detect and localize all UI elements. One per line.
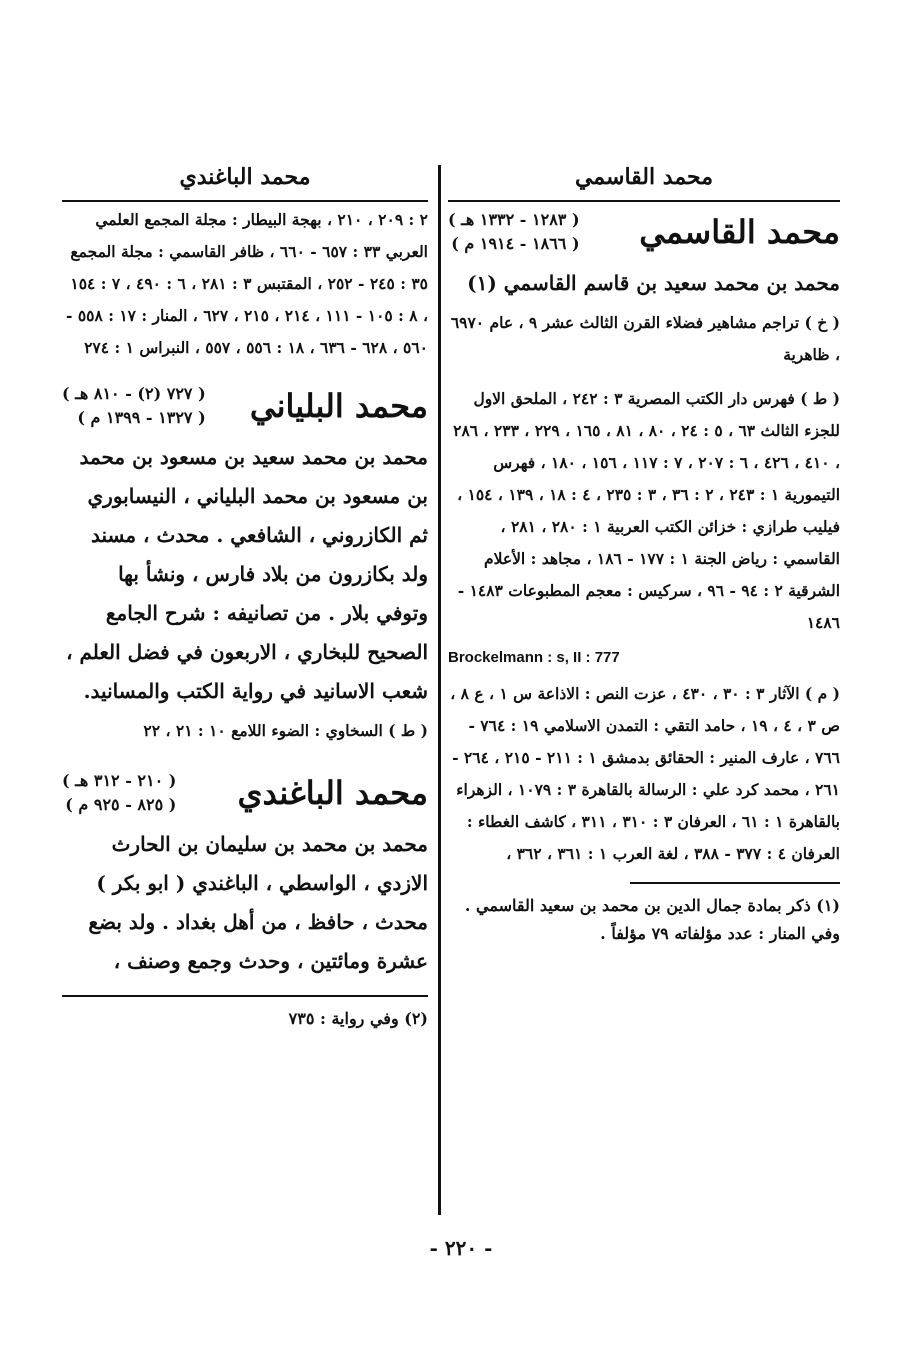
other-refs: ( م ) الآثار ٣ : ٣٠ ، ٤٣٠ ، عزت النص : الاذاعة س ١ ، ع ٨ ، ص ٣ ، ٤ ، ١٩ ، حامد التقي : التمدن الاسلامي ١٩ : ٧٦٤ - ٧٦٦ ، عارف المنير : الحقائق بدمشق ١ : ٢١١ - ٢١٥ ، ٢٦٤ - ٢٦١ ، محمد كرد علي : الرسالة بالقاهرة ٣ : ١٠٧٩ ، الزهراء بالقاهرة ١ : ٦١ ، العرفان ٣ : ٣١٠ ، ٣١١ ، كاشف الغطاء : العرفان ٤ : ٣٧٧ - ٣٨٨ ، لغة العرب ١ : ٣٦١ ، ٣٦٢ ، xyxy=(450,684,840,863)
spacer xyxy=(448,371,840,383)
full-name: محمد بن محمد سعيد بن قاسم القاسمي (١) xyxy=(467,271,840,295)
continued-refs: ٢ : ٢٠٩ ، ٢١٠ ، بهجة البيطار : مجلة المجمع العلمي العربي ٣٣ : ٦٥٧ - ٦٦٠ ، ظافر القاسمي : مجلة المجمع ٣٥ : ٢٤٥ - ٢٥٢ ، المقتبس ٣ : ٢٨١ ، ٦ : ٤٩٠ ، ٧ : ١٥٤ ، ٨ : ١٠٥ - ١١١ ، ٢١٤ ، ٢١٥ ، ٦٢٧ ، المنار : ١٧ : ٥٥٨ - ٥٦٠ ، ٦٢٨ - ٦٣٦ ، ١٨ : ٥٥٦ ، ٥٥٧ ، النبراس ١ : ٢٧٤ xyxy=(66,210,428,357)
left-running-header: محمد الباغندي xyxy=(179,164,311,190)
dates-gregorian: ( ١٣٢٧ - ١٣٩٩ م ) xyxy=(77,408,206,427)
dates-gregorian: ( ٨٢٥ - ٩٢٥ م ) xyxy=(65,795,177,814)
biography: محمد بن محمد سعيد بن مسعود بن محمد بن مسعود بن محمد البلياني ، النيسابوري ثم الكازروني ، الشافعي . محدث ، مسند ولد بكازرون من بلاد فارس ، ونشأ بها وتوفي بلار . من تصانيفه : شرح الجامع الصحيح للبخاري ، الاربعون في فضل العلم ، شعب الاسانيد في رواية الكتب والمسانيد. xyxy=(66,445,428,703)
page-number: - ٢٢٠ - xyxy=(429,1236,493,1260)
entry-name: محمد البلياني xyxy=(249,387,428,425)
dates-hijri: ( ٧٢٧ (٢) - ٨١٠ هـ ) xyxy=(62,384,206,403)
latin-reference: Brockelmann : s, II : 777 xyxy=(448,649,620,666)
entry-name: محمد الباغندي xyxy=(237,774,428,812)
footnote-rule xyxy=(62,995,428,997)
footnote: (٢) وفي رواية : ٧٣٥ xyxy=(288,1009,428,1028)
entry-name: محمد القاسمي xyxy=(639,213,840,251)
entry-dates xyxy=(62,382,206,430)
right-column xyxy=(448,160,840,948)
entry-dates xyxy=(62,769,176,817)
right-running-header: محمد القاسمي xyxy=(574,164,714,190)
manuscript-refs: ( خ ) تراجم مشاهير فضلاء القرن الثالث عشر ٩ ، عام ٦٩٧٠ ، ظاهرية xyxy=(450,313,840,364)
entry-heading-qasimi xyxy=(448,208,840,256)
entry-dates xyxy=(448,208,580,256)
dates-hijri: ( ٢١٠ - ٣١٢ هـ ) xyxy=(62,771,177,790)
entry-heading-bilyani xyxy=(62,382,428,430)
footnote: (١) ذكر بمادة جمال الدين بن محمد بن سعيد القاسمي . وفي المنار : عدد مؤلفاته ٧٩ مؤلفاً . xyxy=(464,896,840,943)
footnote-rule xyxy=(630,882,840,884)
biography: محمد بن محمد بن سليمان بن الحارث الازدي ، الواسطي ، الباغندي ( ابو بكر ) محدث ، حافظ ، من أهل بغداد . ولد بضع عشرة ومائتين ، وحدث وجمع وصنف ، xyxy=(88,832,428,973)
printed-refs: ( ط ) فهرس دار الكتب المصرية ٣ : ٢٤٢ ، الملحق الاول للجزء الثالث ٦٣ ، ٥ : ٢٤ ، ٨٠ ، ٨١ ، ١٦٥ ، ٢٢٩ ، ٢٣٣ ، ٢٨٦ ، ٤١٠ ، ٤٢٦ ، ٦ : ٢٠٧ ، ٧ : ١١٧ ، ١٥٦ ، ١٨٠ ، فهرس التيمورية ١ : ٢٤٣ ، ٢ : ٣٦ ، ٣ : ٢٣٥ ، ٤ : ١٨ ، ١٣٩ ، ١٥٤ ، فيليب طرازي : خزائن الكتب العربية ١ : ٢٨٠ ، ٢٨١ ، القاسمي : رياض الجنة ١ : ١٧٧ - ١٨٦ ، مجاهد : الأعلام الشرقية ٢ : ٩٤ - ٩٦ ، سركيس : معجم المطبوعات ١٤٨٣ - ١٤٨٦ xyxy=(453,389,840,632)
entry-heading-baghandi xyxy=(62,769,428,817)
column-divider xyxy=(438,165,441,1215)
left-column xyxy=(62,160,428,1033)
printed-refs: ( ط ) السخاوي : الضوء اللامع ١٠ : ٢١ ، ٢٢ xyxy=(143,721,428,740)
dates-hijri: ( ١٢٨٣ - ١٣٣٢ هـ ) xyxy=(448,210,580,229)
dates-gregorian: ( ١٨٦٦ - ١٩١٤ م ) xyxy=(451,234,580,253)
